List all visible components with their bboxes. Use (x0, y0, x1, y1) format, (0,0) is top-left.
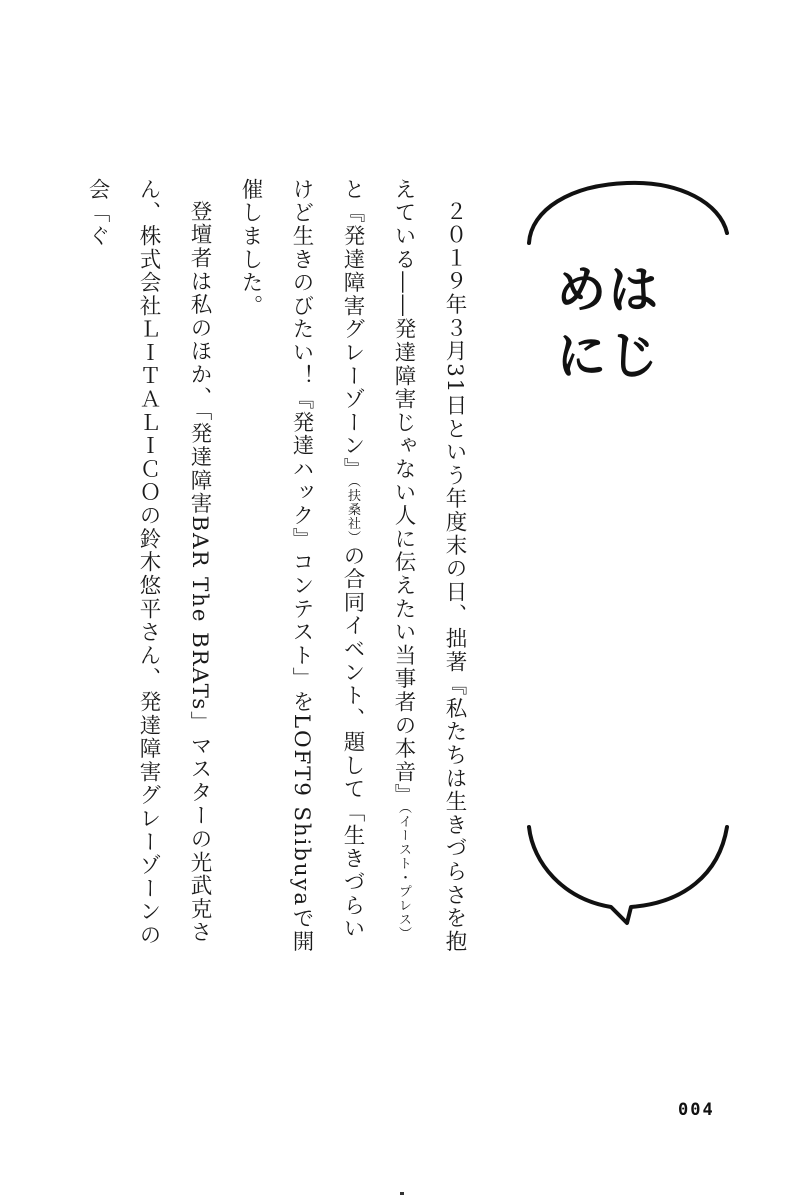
speech-bubble-bottom-arc (515, 815, 740, 935)
publisher-note-2: （扶桑社） (345, 480, 360, 545)
paragraph-1-text-b: と『発達障害グレーゾーン』 (340, 178, 365, 481)
chapter-title: はじめに (546, 262, 658, 394)
body-text (85, 178, 480, 958)
paragraph-1 (225, 178, 480, 958)
paragraph-1-text-a: ２０１９年３月31日という年度末の日、拙著『私たちは生きづらさを抱えている――発達障害じゃない人に伝えたい当事者の本音』 (391, 178, 467, 953)
page-number: 004 (678, 1100, 715, 1120)
paragraph-1-text-c: の合同イベント、題して「生きづらいけど生きのびたい！『発達ハック』コンテスト」をLOFT9 Shibuyaで開催しました。 (238, 178, 365, 954)
paragraph-2: 登壇者は私のほか、「発達障害BAR The BRATs」マスターの光武克さん、株式会社ＬＩＴＡＬＩＣＯの鈴木悠平さん、発達障害グレーゾーンの会「ぐ (85, 178, 212, 947)
crop-mark (400, 1192, 404, 1195)
speech-bubble-top-arc (515, 165, 740, 255)
publisher-note-1: （イースト・プレス） (396, 807, 411, 941)
